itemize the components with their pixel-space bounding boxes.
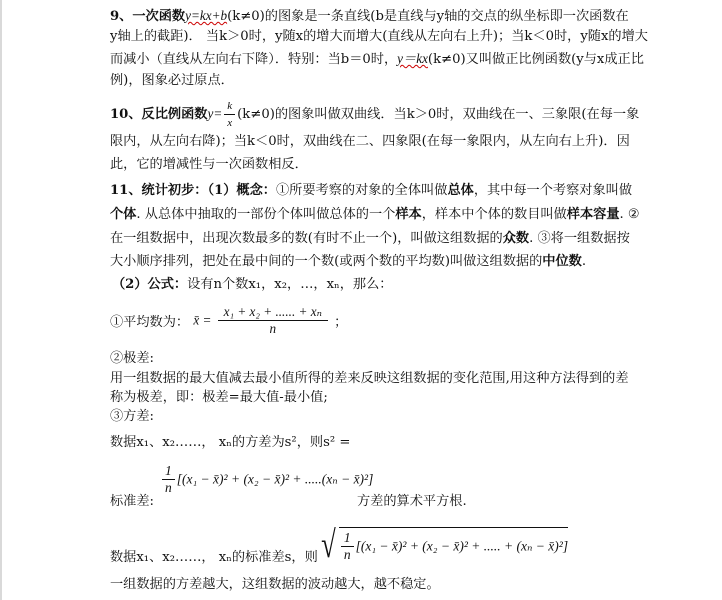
sd-fraction <box>341 530 354 563</box>
item10-line1 <box>110 98 639 131</box>
mean-label: ①平均数为： <box>110 315 190 330</box>
item9-line1 <box>110 7 629 26</box>
conclusion-line: 一组数据的方差越大，这组数据的波动越大，越不稳定。 <box>110 577 440 592</box>
variance-label: ③方差: <box>110 409 155 424</box>
item9-line3-text: 而减小（直线从左向右下降）．特别：当b＝0时， <box>110 52 398 67</box>
item9-line3 <box>110 50 644 69</box>
mean-formula <box>110 304 347 337</box>
item9-heading: 9、一次函数 <box>110 9 186 24</box>
variance-numerator: 1 <box>162 463 175 480</box>
sd-denominator: n <box>343 547 351 562</box>
item11-line1 <box>110 182 632 200</box>
item9-line3-tail: (k≠0)又叫做正比例函数(y与x成正比 <box>427 52 644 67</box>
range-desc-2: 称为极差，即：极差=最大值-最小值; <box>110 390 328 405</box>
term-individual: 个体 <box>110 207 137 222</box>
sqrt-radicand <box>339 527 568 563</box>
sqrt-sign-icon: √ <box>321 524 336 566</box>
variance-expression: [(x₁ − x̄)² + (x₂ − x̄)² + .....(xₙ − x̄)²] <box>176 471 374 487</box>
formulas-heading: （2）公式： <box>112 277 188 292</box>
item10-line3: 此，它的增减性与一次函数相反． <box>110 157 308 172</box>
term-median: 中位数 <box>542 254 582 269</box>
item11-l1-tail: ，其中每一个考察对象叫做 <box>473 183 633 198</box>
sd-tail: 方差的算术平方根. <box>357 494 467 509</box>
item11-l5-text: 设有n个数x₁，x₂，…，xₙ，那么： <box>187 277 393 292</box>
item11-l2-text2: ，样本中个体的数目叫做 <box>421 207 567 222</box>
item9-formula: y=kx+b <box>185 8 228 23</box>
mean-end: ； <box>334 315 348 330</box>
term-sample: 样本 <box>395 207 422 222</box>
sd-desc: 数据x₁、x₂……， xₙ的标准差s，则 <box>110 550 318 565</box>
sd-expression: [(x₁ − x̄)² + (x₂ − x̄)² + ..... + (xₙ − x̄)²] <box>355 538 569 554</box>
item10-numerator: k <box>224 98 235 115</box>
item10-fraction <box>224 98 235 131</box>
item11-l4-text: 大小顺序排列，把处在最中间的一个数(或两个数的平均数)叫做这组数据的 <box>110 254 543 269</box>
mean-numerator: x₁ + x₂ + ...... + xₙ <box>218 304 328 321</box>
item11-line5 <box>112 276 392 294</box>
item9-line4: 例)，图象必过原点． <box>110 73 234 88</box>
term-sample-size: 样本容量 <box>566 207 620 222</box>
mean-lhs: x̄ = <box>193 312 212 328</box>
page-left-border <box>0 0 2 600</box>
item10-denominator: x <box>227 117 233 129</box>
item11-l3-text: 在一组数据中，出现次数最多的数(有时不止一个)，叫做这组数据的 <box>110 231 503 246</box>
item11-line2 <box>110 206 640 224</box>
item9-line2: y轴上的截距)． 当k＞0时，y随x的增大而增大(直线从左向右上升)；当k＜0时，y随x的增大 <box>110 29 648 44</box>
variance-desc: 数据x₁、x₂……， xₙ的方差为s²，则s² = <box>110 435 351 450</box>
mean-fraction <box>218 304 328 337</box>
variance-denominator: n <box>165 480 172 495</box>
sd-formula <box>318 526 568 564</box>
item11-l2-text: . 从总体中抽取的一部份个体叫做总体的一个 <box>136 207 396 222</box>
item11-l2-tail: . ② <box>619 207 640 222</box>
item10-line2: 限内，从左向右降)；当k＜0时，双曲线在二、四象限(在每一象限内，从左向右上升)．因 <box>110 134 630 149</box>
item11-line4 <box>110 253 586 271</box>
item11-heading: 11、统计初步：（1）概念： <box>110 183 276 198</box>
sd-numerator: 1 <box>341 530 354 547</box>
mean-denominator: n <box>269 321 277 336</box>
item11-line3 <box>110 230 630 248</box>
item11-l4-tail: . <box>581 254 587 269</box>
item10-text: (k≠0)的图象叫做双曲线．当k＞0时，双曲线在一、三象限(在每一象 <box>237 107 640 122</box>
item10-lhs: y= <box>207 106 223 121</box>
term-mode: 众数 <box>502 231 530 246</box>
item11-l1-text: ①所要考察的对象的全体叫做 <box>276 183 448 198</box>
range-label: ②极差: <box>110 351 155 366</box>
term-population: 总体 <box>447 183 474 198</box>
variance-fraction <box>162 463 175 496</box>
item9-text: (k≠0)的图象是一条直线(b是直线与y轴的交点的纵坐标即一次函数在 <box>227 9 629 24</box>
variance-formula <box>160 463 373 496</box>
item9-proportional-formula: y＝kx <box>397 51 428 66</box>
item10-heading: 10、反比例函数 <box>110 107 208 122</box>
sd-label: 标准差: <box>110 494 155 509</box>
item11-l3-tail: . ③将一组数据按 <box>529 231 630 246</box>
range-desc-1: 用一组数据的最大值减去最小值所得的差来反映这组数据的变化范围,用这种方法得到的差 <box>110 371 629 386</box>
